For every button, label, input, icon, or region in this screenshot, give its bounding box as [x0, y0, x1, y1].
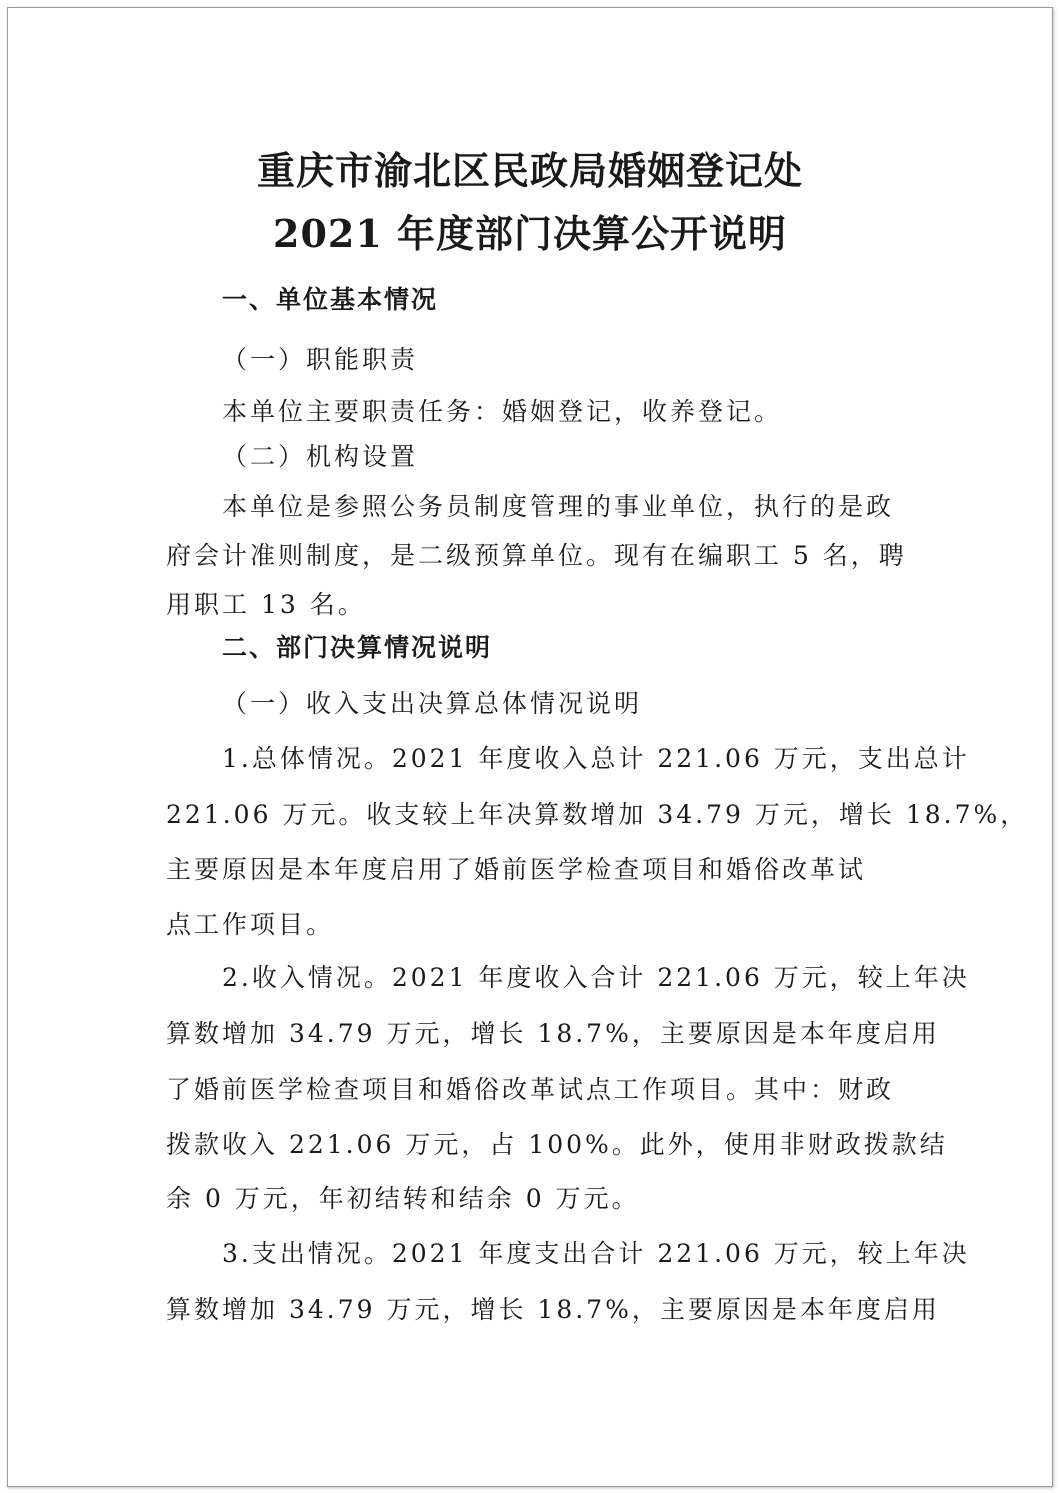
paragraph-line: 拨款收入 221.06 万元，占 100%。此外，使用非财政拨款结 — [166, 1130, 948, 1159]
paragraph-line: 点工作项目。 — [166, 910, 335, 939]
section-heading-basic-info: 一、单位基本情况 — [222, 285, 439, 314]
paragraph-line: 算数增加 34.79 万元，增长 18.7%，主要原因是本年度启用 — [166, 1019, 940, 1048]
paragraph-line: 3.支出情况。2021 年度支出合计 221.06 万元，较上年决 — [222, 1239, 970, 1268]
paragraph-line: 了婚前医学检查项目和婚俗改革试点工作项目。其中：财政 — [166, 1075, 895, 1104]
paragraph-line: 1.总体情况。2021 年度收入总计 221.06 万元，支出总计 — [222, 744, 970, 773]
paragraph-line: 余 0 万元，年初结转和结余 0 万元。 — [166, 1184, 640, 1213]
document-title-line-2: 2021 年度部门决算公开说明 — [273, 211, 787, 256]
paragraph-line: 主要原因是本年度启用了婚前医学检查项目和婚俗改革试 — [166, 855, 867, 884]
subsection-heading-duties: （一）职能职责 — [222, 345, 419, 374]
subsection-heading-organization: （二）机构设置 — [222, 442, 419, 471]
paragraph-line: 算数增加 34.79 万元，增长 18.7%，主要原因是本年度启用 — [166, 1295, 940, 1324]
section-heading-final-accounts: 二、部门决算情况说明 — [222, 633, 493, 662]
paragraph-line: 府会计准则制度，是二级预算单位。现有在编职工 5 名，聘 — [166, 541, 907, 570]
paragraph-line: 本单位主要职责任务：婚姻登记，收养登记。 — [222, 397, 783, 426]
paragraph-line: 本单位是参照公务员制度管理的事业单位，执行的是政 — [222, 492, 895, 521]
subsection-heading-overall: （一）收入支出决算总体情况说明 — [222, 689, 643, 718]
paragraph-line: 2.收入情况。2021 年度收入合计 221.06 万元，较上年决 — [222, 963, 970, 992]
paragraph-line: 221.06 万元。收支较上年决算数增加 34.79 万元，增长 18.7%， — [166, 800, 1029, 829]
document-title-line-1: 重庆市渝北区民政局婚姻登记处 — [256, 148, 803, 193]
paragraph-line: 用职工 13 名。 — [166, 590, 366, 619]
